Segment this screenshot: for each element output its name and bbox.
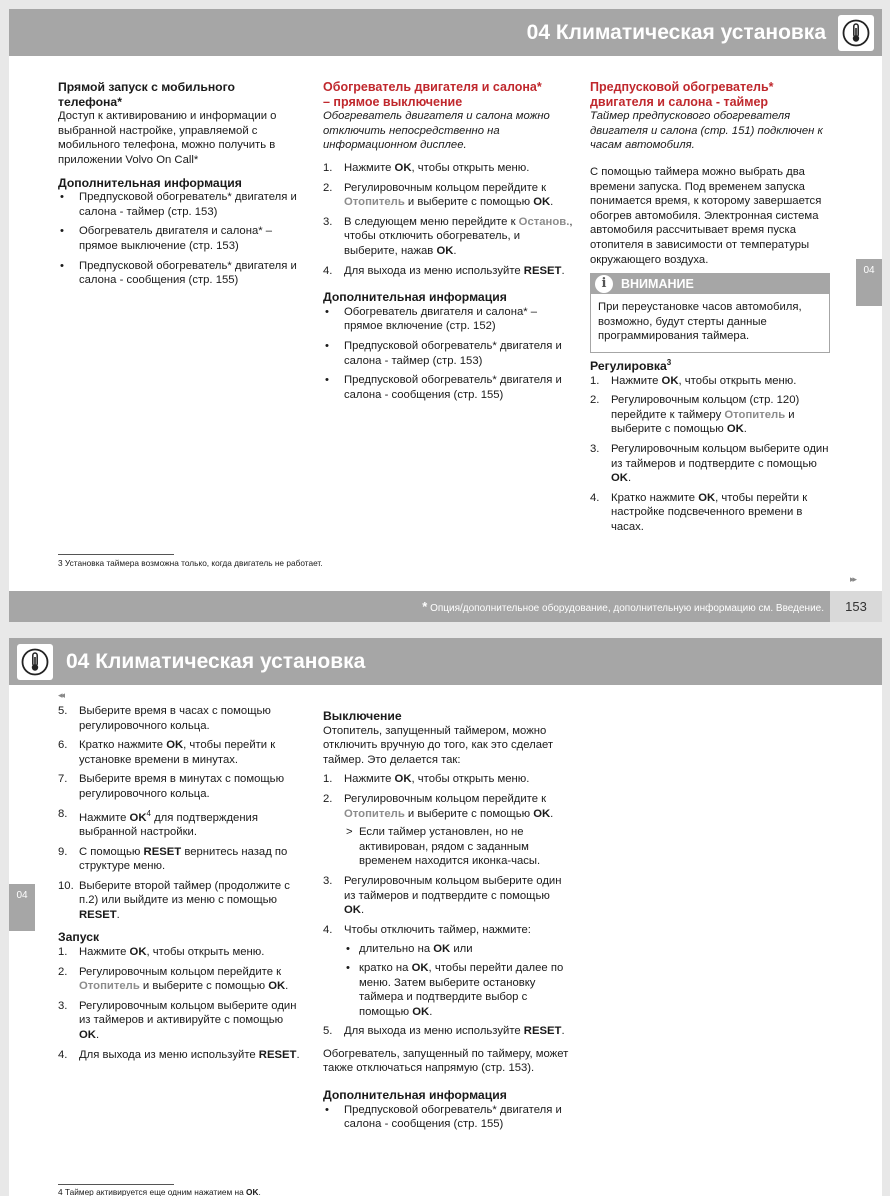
thermometer-icon	[838, 15, 874, 51]
column-right	[590, 80, 832, 267]
warning-box	[590, 273, 830, 353]
list-item: 2. Регулировочным кольцом перейдите к Отопитель и выберите с помощью OK.	[58, 965, 289, 993]
timer-body: С помощью таймера можно выбрать два времени запуска. Под временем запуска понимается время, к которому завершается обогрев автомобиля. Электронная система автомобиля рассчитывает время пуска отопителя в зависимости от температуры окружающего воздуха.	[590, 165, 822, 266]
list-item: 9. С помощью RESET вернитесь назад по структуре меню.	[58, 845, 288, 873]
direct-off-steps	[323, 161, 573, 278]
list-item: 2. Регулировочным кольцом (стр. 120) перейдите к таймеру Отопитель и выберите с помощью OK.	[590, 394, 800, 436]
list-item: 4. Для выхода из меню используйте RESET.	[58, 1048, 300, 1061]
thermometer-icon	[17, 644, 53, 680]
chapter-title: 04 Климатическая установка	[526, 21, 826, 44]
section-title-direct-off: Обогреватель двигателя и салона* – прямое выключение	[323, 80, 542, 109]
footnote: 3 Установка таймера возможна только, когда двигатель не работает.	[58, 558, 323, 568]
list-item: > Если таймер установлен, но не активирован, рядом с заданным временем находится иконка-часы.	[346, 826, 541, 868]
off-outro: Обогреватель, запущенный по таймеру, может также отключаться напрямую (стр. 153).	[323, 1047, 569, 1075]
more-info-list	[323, 305, 573, 403]
column-middle	[323, 80, 573, 407]
more-info-list	[58, 190, 302, 288]
chapter-title: 04 Климатическая установка	[66, 650, 366, 673]
list-item: • Предпусковой обогреватель* двигателя и салона - таймер (стр. 153)	[60, 191, 297, 218]
column-right-lower	[590, 356, 832, 535]
list-item: 4. Для выхода из меню используйте RESET.	[323, 264, 565, 277]
list-item: 1. Нажмите OK, чтобы открыть меню.	[323, 161, 530, 174]
next-page-arrow-icon: ▸▸	[850, 574, 856, 584]
off-steps	[323, 772, 573, 1039]
list-item: 2. Регулировочным кольцом перейдите к Отопитель и выберите с помощью OK. > Если таймер установлен, но не активирован, рядом с заданным временем находится иконка-часы.	[323, 792, 573, 869]
chapter-side-tab: 04	[856, 259, 882, 306]
page-number: 153	[830, 591, 882, 622]
list-item: 3. Регулировочным кольцом выберите один из таймеров и активируйте с помощью OK.	[58, 999, 297, 1042]
step-note	[344, 825, 573, 869]
column-left	[58, 704, 302, 1062]
off-intro: Отопитель, запущенный таймером, можно отключить вручную до того, как это сделает таймер. Это делается так:	[323, 724, 554, 766]
list-item: 4. Кратко нажмите OK, чтобы перейти к настройке подсвеченного времени в часах.	[590, 491, 808, 533]
warning-header: i ВНИМАНИЕ	[591, 274, 829, 294]
page-footer	[9, 591, 882, 622]
mobile-start-text: Доступ к активированию и информации о выбранной настройке, управляемой с мобильного телефона, можно получить в приложении Volvo On Call*	[58, 110, 277, 166]
list-item: • Обогреватель двигателя и салона* – прямое включение (стр. 152)	[325, 305, 538, 333]
warning-text: При переустановке часов автомобиля, возможно, будут стерты данные программирования таймера.	[598, 301, 802, 343]
more-info-title: Дополнительная информация	[323, 1088, 507, 1103]
adjustment-title: Регулировка$^3$	[590, 358, 672, 374]
list-item: 2. Регулировочным кольцом перейдите к Отопитель и выберите с помощью OK.	[323, 181, 554, 209]
more-info-title: Дополнительная информация	[323, 290, 507, 305]
list-item: 6. Кратко нажмите OK, чтобы перейти к установке времени в минутах.	[58, 739, 276, 766]
footer-note: * Опция/дополнительное оборудование, дополнительную информацию см. Введение.	[422, 599, 824, 614]
chapter-header	[9, 638, 882, 685]
list-item: 3. Регулировочным кольцом выберите один из таймеров и подтвердите с помощью OK.	[590, 443, 829, 485]
manual-page-153	[9, 9, 882, 622]
start-title: Запуск	[58, 930, 100, 945]
footnote-divider	[58, 554, 174, 555]
more-info-title: Дополнительная информация	[58, 175, 242, 190]
adjustment-steps	[590, 374, 832, 535]
list-item: 7. Выберите время в минутах с помощью регулировочного кольца.	[58, 773, 285, 800]
list-item: • Обогреватель двигателя и салона* – прямое выключение (стр. 153)	[60, 225, 273, 252]
start-steps	[58, 945, 302, 1062]
list-item: 5. Выберите время в часах с помощью регулировочного кольца.	[58, 705, 271, 732]
list-item: 10. Выберите второй таймер (продолжите с п.2) или выйдите из меню с помощью RESET.	[58, 879, 290, 921]
list-item: 1. Нажмите OK, чтобы открыть меню.	[58, 946, 265, 959]
list-item: • кратко на OK, чтобы перейти далее по меню. Затем выберите остановку таймера и подтвердите выбор с помощью OK.	[346, 961, 564, 1018]
footnote-divider	[58, 1184, 174, 1185]
info-icon: i	[595, 275, 613, 293]
timer-steps-continued	[58, 704, 302, 922]
list-item: • Предпусковой обогреватель* двигателя и салона - сообщения (стр. 155)	[325, 1103, 562, 1131]
list-item: 1. Нажмите OK, чтобы открыть меню.	[323, 773, 530, 786]
list-item: 3. В следующем меню перейдите к Останов., чтобы отключить обогреватель, и выберите, нажав OK.	[323, 215, 573, 257]
prev-page-arrow-icon: ◂◂	[58, 690, 64, 700]
list-item: • длительно на OK или	[346, 943, 473, 956]
chapter-side-tab: 04	[9, 884, 35, 931]
list-item: 5. Для выхода из меню используйте RESET.	[323, 1025, 565, 1038]
footnote: 4 Таймер активируется еще одним нажатием на OK.	[58, 1187, 261, 1196]
more-info-list	[323, 1103, 573, 1132]
timer-intro: Таймер предпускового обогревателя двигателя и салона (стр. 151) подключен к часам автомобиля.	[590, 110, 823, 152]
list-item: • Предпусковой обогреватель* двигателя и салона - таймер (стр. 153)	[325, 339, 562, 367]
list-item: 8. Нажмите $OK^4$ для подтверждения выбранной настройки.	[58, 807, 258, 838]
list-item: 1. Нажмите OK, чтобы открыть меню.	[590, 374, 797, 387]
list-item: • Предпусковой обогреватель* двигателя и салона - сообщения (стр. 155)	[60, 259, 297, 287]
list-item: • Предпусковой обогреватель* двигателя и салона - сообщения (стр. 155)	[325, 374, 562, 401]
section-title-timer: Предпусковой обогреватель* двигателя и салона - таймер	[590, 80, 774, 109]
off-title: Выключение	[323, 709, 402, 723]
list-item: 3. Регулировочным кольцом выберите один из таймеров и подтвердите с помощью OK.	[323, 874, 562, 917]
column-middle	[323, 709, 573, 1137]
list-item: 4. Чтобы отключить таймер, нажмите: • длительно на OK или • кратко на OK, чтобы перейти далее по меню. Затем выберите остановку таймера и подтвердите выбор с помощью OK.	[323, 923, 573, 1020]
column-left	[58, 80, 302, 293]
manual-page-154	[9, 638, 882, 1196]
section-title-mobile-start: Прямой запуск с мобильного телефона*	[58, 80, 235, 109]
step-options	[344, 942, 573, 1019]
direct-off-intro: Обогреватель двигателя и салона можно отключить непосредственно на информационном дисплее.	[323, 110, 550, 152]
chapter-header	[9, 9, 882, 56]
